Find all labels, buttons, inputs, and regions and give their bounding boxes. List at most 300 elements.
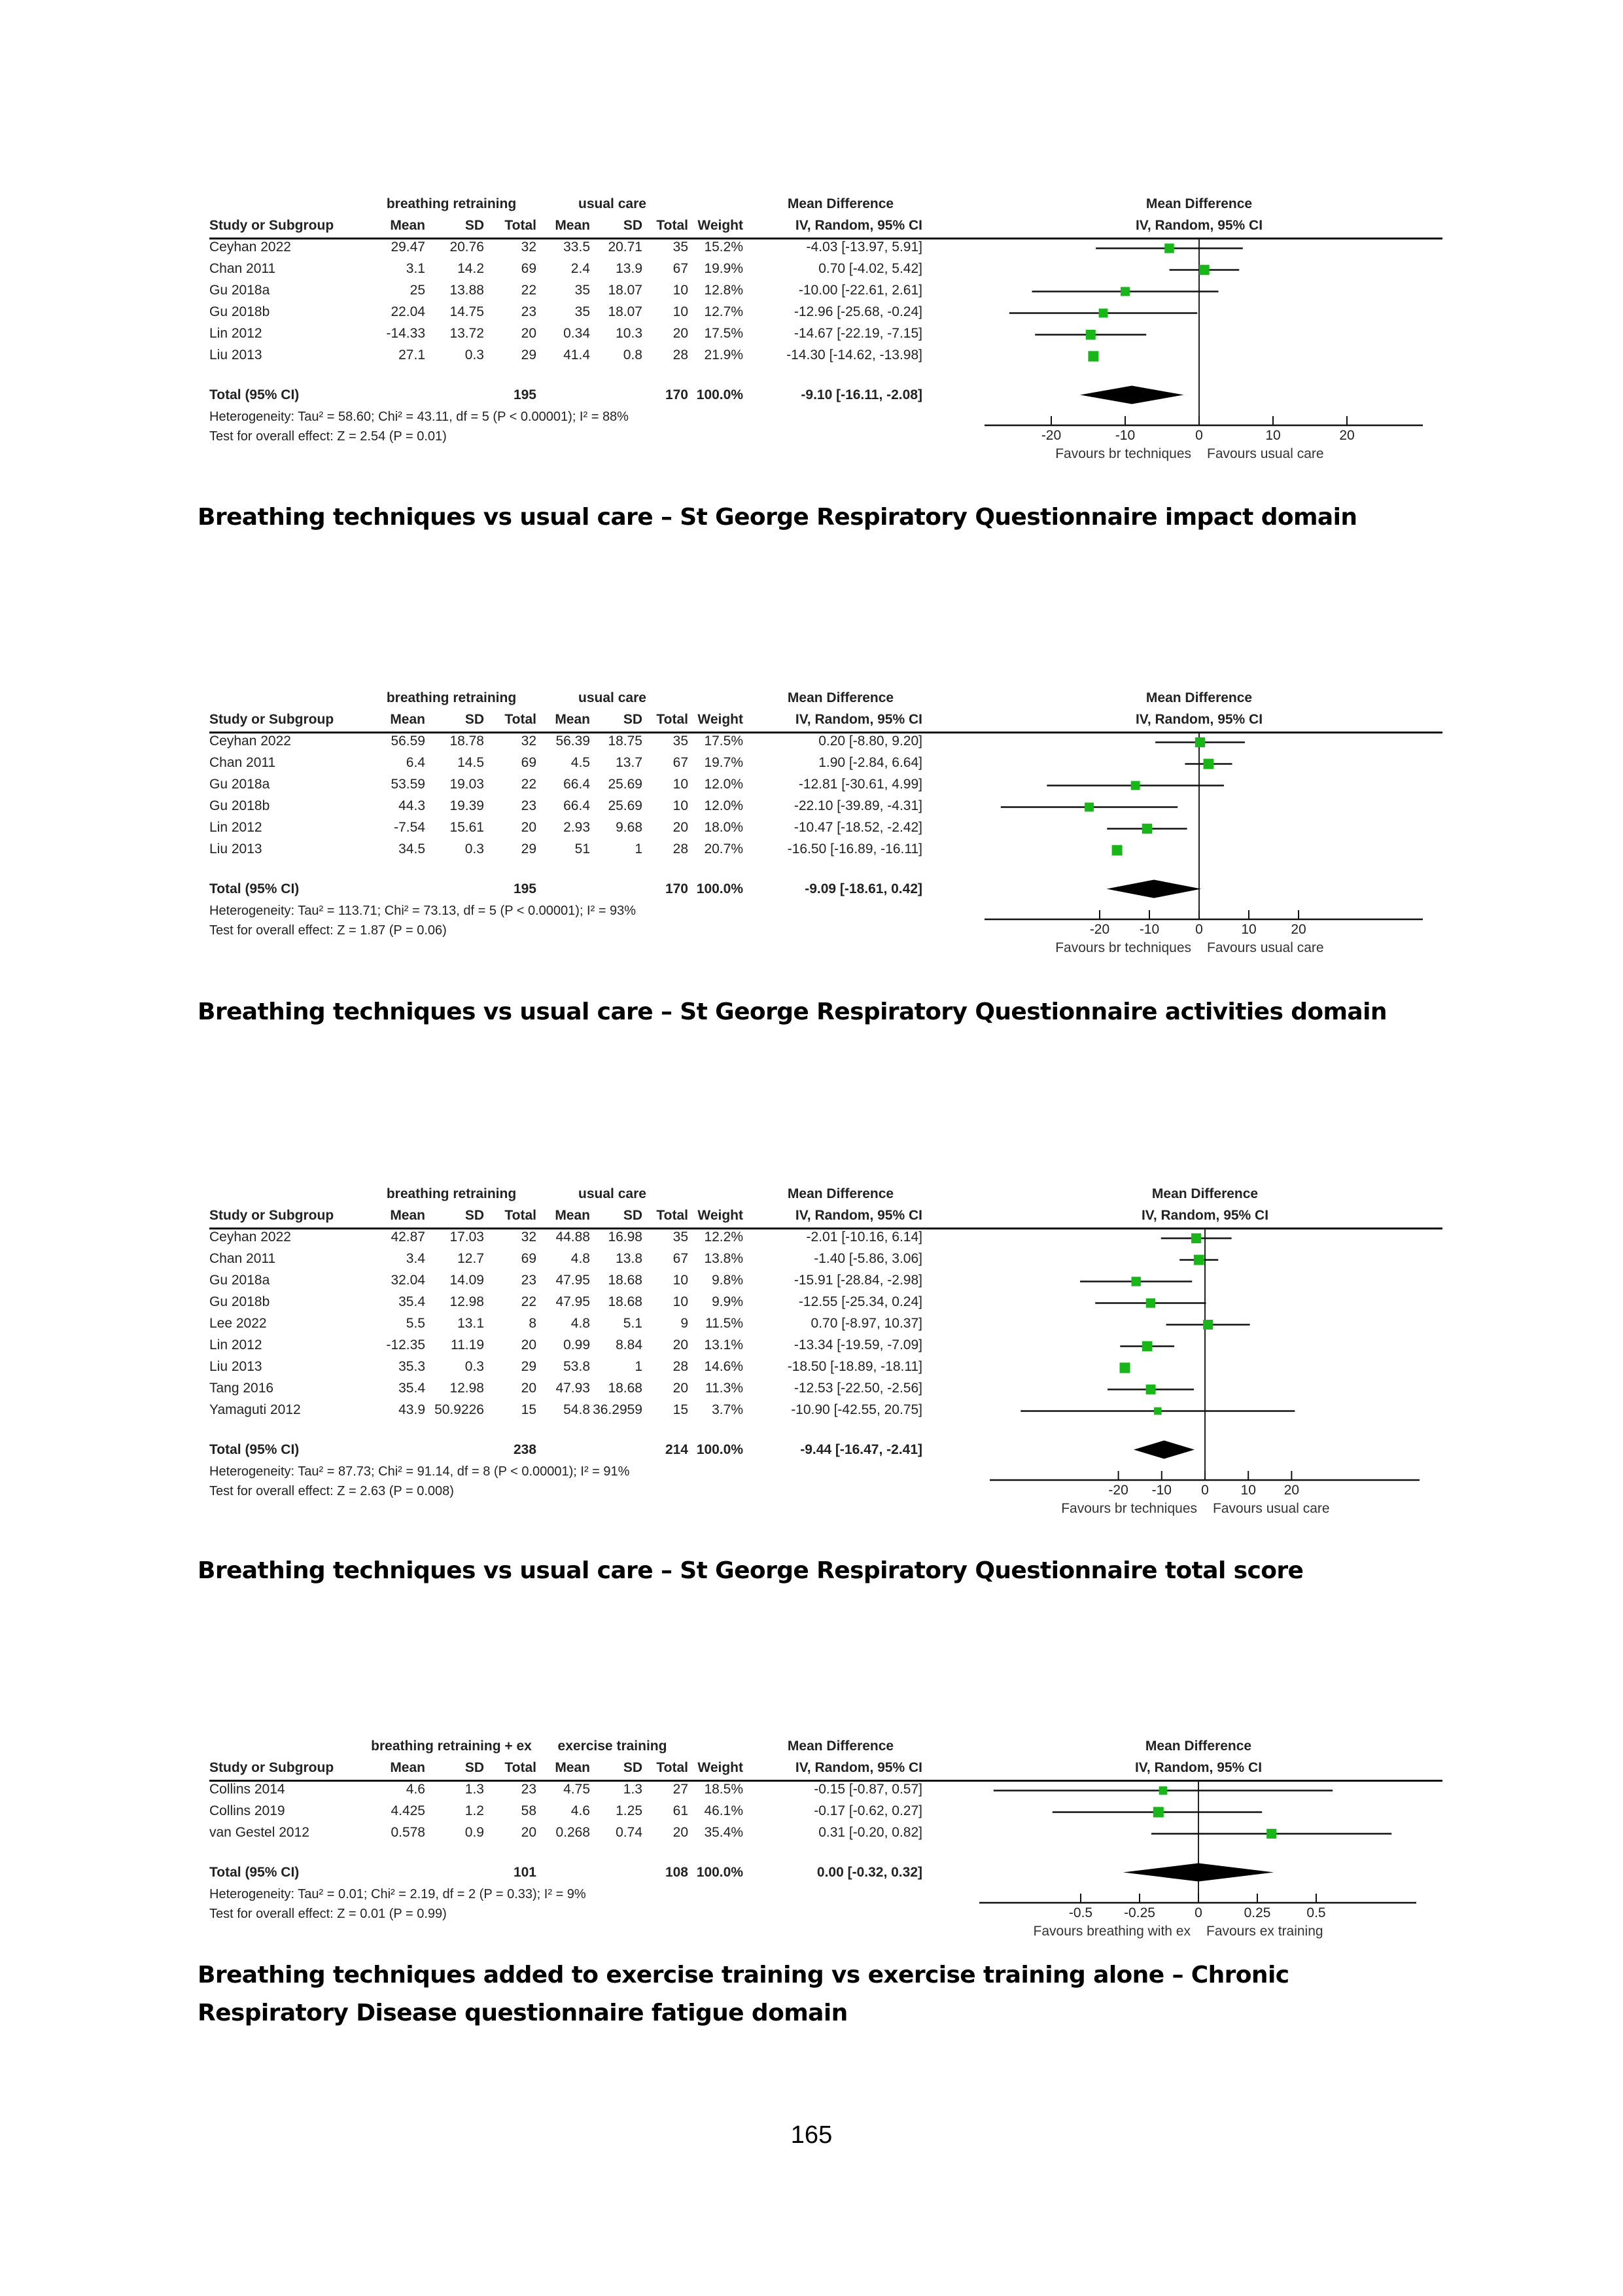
group2-sd: 25.69 bbox=[608, 798, 642, 813]
x-axis-tick-label: -20 bbox=[1089, 922, 1110, 937]
heterogeneity-text: Heterogeneity: Tau² = 0.01; Chi² = 2.19, df = 2 (P = 0.33); I² = 9% bbox=[209, 1887, 586, 1901]
study-effect-ci: -15.91 [-28.84, -2.98] bbox=[794, 1273, 922, 1288]
study-point-estimate bbox=[1164, 243, 1174, 253]
group1-sd: 0.3 bbox=[464, 1359, 484, 1374]
group2-mean: 4.6 bbox=[570, 1803, 590, 1818]
favours-right-label: Favours usual care bbox=[1207, 446, 1324, 461]
group2-sd: 13.8 bbox=[616, 1251, 642, 1266]
column-header: SD bbox=[464, 712, 484, 727]
group1-sd: 14.5 bbox=[457, 755, 484, 770]
study-effect-ci: -12.81 [-30.61, 4.99] bbox=[798, 777, 922, 792]
column-header: Total bbox=[656, 218, 688, 233]
total-weight: 100.0% bbox=[696, 1442, 743, 1457]
study-point-estimate bbox=[1154, 1407, 1162, 1415]
group2-sd: 18.07 bbox=[608, 283, 642, 298]
x-axis-tick-label: 10 bbox=[1241, 922, 1257, 937]
plot-header-method: IV, Random, 95% CI bbox=[1135, 218, 1263, 233]
group2-mean: 56.39 bbox=[555, 733, 590, 749]
study-name: Gu 2018a bbox=[209, 777, 270, 792]
group2-sd: 1 bbox=[635, 1359, 642, 1374]
study-point-estimate bbox=[1131, 781, 1140, 790]
group1-label: breathing retraining bbox=[386, 1186, 517, 1201]
page-number: 165 bbox=[790, 2121, 833, 2149]
study-weight: 3.7% bbox=[712, 1402, 743, 1417]
group2-total: 9 bbox=[680, 1316, 688, 1331]
study-weight: 19.9% bbox=[704, 261, 743, 276]
study-effect-ci: -0.15 [-0.87, 0.57] bbox=[814, 1782, 922, 1797]
group1-mean: 4.425 bbox=[391, 1803, 425, 1818]
group2-mean: 0.268 bbox=[555, 1825, 590, 1840]
total-group2-n: 170 bbox=[665, 387, 688, 402]
group1-total: 20 bbox=[521, 1337, 536, 1352]
total-label: Total (95% CI) bbox=[209, 1442, 300, 1457]
effect-header: Mean Difference bbox=[787, 1186, 894, 1201]
group2-mean: 47.93 bbox=[555, 1381, 590, 1396]
group2-sd: 9.68 bbox=[616, 820, 642, 835]
pooled-effect-diamond bbox=[1080, 386, 1184, 404]
group1-mean: 25 bbox=[410, 283, 425, 298]
group2-mean: 47.95 bbox=[555, 1294, 590, 1309]
plot-header-title: Mean Difference bbox=[1145, 1739, 1252, 1754]
group2-sd: 18.68 bbox=[608, 1294, 642, 1309]
study-name: Lin 2012 bbox=[209, 326, 262, 341]
group1-mean: -12.35 bbox=[386, 1337, 425, 1352]
group2-mean: 4.5 bbox=[570, 755, 590, 770]
group2-mean: 4.75 bbox=[563, 1782, 590, 1797]
group2-sd: 18.68 bbox=[608, 1381, 642, 1396]
study-effect-ci: -14.67 [-22.19, -7.15] bbox=[794, 326, 922, 341]
group2-mean: 0.99 bbox=[563, 1337, 590, 1352]
study-weight: 17.5% bbox=[704, 733, 743, 749]
study-name: Lin 2012 bbox=[209, 820, 262, 835]
column-header: Study or Subgroup bbox=[209, 1208, 334, 1223]
favours-right-label: Favours usual care bbox=[1213, 1501, 1330, 1516]
group2-mean: 66.4 bbox=[563, 798, 590, 813]
group1-total: 8 bbox=[529, 1316, 536, 1331]
column-header: Total bbox=[656, 712, 688, 727]
study-name: Lee 2022 bbox=[209, 1316, 267, 1331]
group2-total: 27 bbox=[672, 1782, 688, 1797]
column-header: Mean bbox=[555, 1208, 590, 1223]
group1-mean: -14.33 bbox=[386, 326, 425, 341]
group1-mean: 22.04 bbox=[391, 304, 425, 319]
study-weight: 18.5% bbox=[704, 1782, 743, 1797]
study-point-estimate bbox=[1204, 759, 1214, 769]
group2-total: 67 bbox=[672, 261, 688, 276]
study-point-estimate bbox=[1203, 1320, 1213, 1330]
study-name: van Gestel 2012 bbox=[209, 1825, 309, 1840]
group1-total: 29 bbox=[521, 1359, 536, 1374]
study-point-estimate bbox=[1121, 287, 1130, 296]
study-point-estimate bbox=[1131, 1277, 1140, 1286]
group2-sd: 25.69 bbox=[608, 777, 642, 792]
study-name: Liu 2013 bbox=[209, 1359, 262, 1374]
x-axis-tick-label: 20 bbox=[1283, 1483, 1300, 1498]
group2-mean: 2.93 bbox=[563, 820, 590, 835]
favours-right-label: Favours usual care bbox=[1207, 940, 1324, 955]
study-effect-ci: -18.50 [-18.89, -18.11] bbox=[787, 1359, 922, 1374]
group1-total: 20 bbox=[521, 820, 536, 835]
study-point-estimate bbox=[1195, 737, 1205, 747]
study-weight: 46.1% bbox=[704, 1803, 743, 1818]
group2-sd: 0.74 bbox=[616, 1825, 642, 1840]
group1-label: breathing retraining bbox=[386, 690, 517, 705]
total-effect-ci: -9.09 [-18.61, 0.42] bbox=[805, 881, 922, 896]
study-weight: 15.2% bbox=[704, 239, 743, 255]
column-header: Total bbox=[504, 712, 536, 727]
group1-mean: 42.87 bbox=[391, 1229, 425, 1245]
pooled-effect-diamond bbox=[1134, 1441, 1195, 1459]
group1-total: 15 bbox=[521, 1402, 536, 1417]
group2-total: 20 bbox=[672, 820, 688, 835]
study-name: Ceyhan 2022 bbox=[209, 733, 291, 749]
total-weight: 100.0% bbox=[696, 387, 743, 402]
study-point-estimate bbox=[1146, 1385, 1156, 1394]
group1-mean: 35.3 bbox=[398, 1359, 425, 1374]
study-weight: 9.8% bbox=[712, 1273, 743, 1288]
study-effect-ci: -14.30 [-14.62, -13.98] bbox=[786, 347, 922, 362]
group1-total: 32 bbox=[521, 733, 536, 749]
column-header: SD bbox=[623, 712, 642, 727]
x-axis-tick-label: 10 bbox=[1240, 1483, 1256, 1498]
total-label: Total (95% CI) bbox=[209, 1865, 300, 1880]
column-header: IV, Random, 95% CI bbox=[795, 712, 922, 727]
column-header: Mean bbox=[555, 712, 590, 727]
study-weight: 12.7% bbox=[704, 304, 743, 319]
group1-sd: 1.2 bbox=[464, 1803, 484, 1818]
total-label: Total (95% CI) bbox=[209, 881, 300, 896]
study-effect-ci: 1.90 [-2.84, 6.64] bbox=[818, 755, 922, 770]
favours-left-label: Favours br techniques bbox=[1055, 940, 1191, 955]
group2-sd: 36.2959 bbox=[593, 1402, 642, 1417]
column-header: IV, Random, 95% CI bbox=[795, 1760, 922, 1775]
group2-total: 20 bbox=[672, 1825, 688, 1840]
group1-mean: 34.5 bbox=[398, 841, 425, 857]
total-group1-n: 238 bbox=[513, 1442, 536, 1457]
group1-mean: 29.47 bbox=[391, 239, 425, 255]
study-effect-ci: -4.03 [-13.97, 5.91] bbox=[806, 239, 922, 255]
x-axis-tick-label: -10 bbox=[1151, 1483, 1172, 1498]
group2-mean: 33.5 bbox=[563, 239, 590, 255]
x-axis-tick-label: -10 bbox=[1139, 922, 1160, 937]
favours-left-label: Favours br techniques bbox=[1061, 1501, 1197, 1516]
column-header: Mean bbox=[390, 218, 425, 233]
column-header: Weight bbox=[697, 1760, 743, 1775]
group1-label: breathing retraining bbox=[386, 196, 517, 211]
study-name: Liu 2013 bbox=[209, 347, 262, 362]
column-header: IV, Random, 95% CI bbox=[795, 218, 922, 233]
column-header: Mean bbox=[555, 1760, 590, 1775]
favours-left-label: Favours br techniques bbox=[1055, 446, 1191, 461]
group2-sd: 5.1 bbox=[623, 1316, 642, 1331]
study-effect-ci: -1.40 [-5.86, 3.06] bbox=[814, 1251, 922, 1266]
group2-total: 28 bbox=[672, 841, 688, 857]
column-header: SD bbox=[623, 218, 642, 233]
plot-header-title: Mean Difference bbox=[1145, 196, 1253, 211]
study-point-estimate bbox=[1088, 351, 1098, 362]
study-effect-ci: -13.34 [-19.59, -7.09] bbox=[794, 1337, 922, 1352]
group1-sd: 20.76 bbox=[449, 239, 484, 255]
group1-total: 29 bbox=[521, 841, 536, 857]
study-effect-ci: 0.20 [-8.80, 9.20] bbox=[818, 733, 922, 749]
overall-effect-text: Test for overall effect: Z = 0.01 (P = 0.99) bbox=[209, 1907, 447, 1921]
study-weight: 19.7% bbox=[704, 755, 743, 770]
plot-header-method: IV, Random, 95% CI bbox=[1134, 1760, 1263, 1775]
study-point-estimate bbox=[1266, 1829, 1276, 1839]
study-effect-ci: -0.17 [-0.62, 0.27] bbox=[814, 1803, 922, 1818]
group2-mean: 66.4 bbox=[563, 777, 590, 792]
x-axis-tick-label: 20 bbox=[1339, 428, 1355, 443]
total-effect-ci: -9.44 [-16.47, -2.41] bbox=[800, 1442, 922, 1457]
study-point-estimate bbox=[1153, 1807, 1164, 1818]
study-effect-ci: -12.55 [-25.34, 0.24] bbox=[798, 1294, 922, 1309]
heterogeneity-text: Heterogeneity: Tau² = 87.73; Chi² = 91.14, df = 8 (P < 0.00001); I² = 91% bbox=[209, 1464, 630, 1479]
total-group1-n: 101 bbox=[513, 1865, 536, 1880]
column-header: Mean bbox=[390, 1208, 425, 1223]
study-name: Ceyhan 2022 bbox=[209, 239, 291, 255]
column-header: Weight bbox=[697, 218, 743, 233]
study-name: Gu 2018a bbox=[209, 283, 270, 298]
overall-effect-text: Test for overall effect: Z = 2.54 (P = 0.01) bbox=[209, 429, 447, 444]
forest-plot-svg bbox=[196, 1735, 1439, 1955]
group1-mean: 32.04 bbox=[391, 1273, 425, 1288]
column-header: SD bbox=[464, 218, 484, 233]
group2-total: 10 bbox=[672, 283, 688, 298]
study-weight: 12.0% bbox=[704, 798, 743, 813]
study-effect-ci: 0.70 [-4.02, 5.42] bbox=[818, 261, 922, 276]
study-name: Ceyhan 2022 bbox=[209, 1229, 291, 1245]
column-header: Total bbox=[656, 1208, 688, 1223]
group2-sd: 1 bbox=[635, 841, 642, 857]
group2-total: 20 bbox=[672, 1337, 688, 1352]
study-effect-ci: -10.90 [-42.55, 20.75] bbox=[791, 1402, 922, 1417]
group1-mean: -7.54 bbox=[394, 820, 425, 835]
total-label: Total (95% CI) bbox=[209, 387, 300, 402]
group1-sd: 13.1 bbox=[457, 1316, 484, 1331]
forest-plot-svg bbox=[196, 193, 1439, 478]
x-axis-tick-label: -0.25 bbox=[1124, 1905, 1155, 1920]
group1-sd: 13.88 bbox=[449, 283, 484, 298]
group2-total: 10 bbox=[672, 1294, 688, 1309]
column-header: Weight bbox=[697, 712, 743, 727]
group1-sd: 11.19 bbox=[451, 1337, 484, 1352]
group1-total: 32 bbox=[521, 239, 536, 255]
group2-total: 61 bbox=[672, 1803, 688, 1818]
column-header: Total bbox=[504, 1208, 536, 1223]
group2-mean: 0.34 bbox=[563, 326, 590, 341]
group1-sd: 50.9226 bbox=[434, 1402, 484, 1417]
heterogeneity-text: Heterogeneity: Tau² = 113.71; Chi² = 73.13, df = 5 (P < 0.00001); I² = 93% bbox=[209, 904, 637, 918]
column-header: Mean bbox=[390, 712, 425, 727]
group2-sd: 16.98 bbox=[608, 1229, 642, 1245]
group1-total: 69 bbox=[521, 261, 536, 276]
group1-mean: 5.5 bbox=[406, 1316, 425, 1331]
study-effect-ci: -10.00 [-22.61, 2.61] bbox=[798, 283, 922, 298]
effect-header: Mean Difference bbox=[787, 196, 894, 211]
group1-mean: 56.59 bbox=[391, 733, 425, 749]
study-point-estimate bbox=[1086, 330, 1096, 340]
group2-total: 35 bbox=[672, 1229, 688, 1245]
study-weight: 21.9% bbox=[704, 347, 743, 362]
study-weight: 9.9% bbox=[712, 1294, 743, 1309]
column-header: SD bbox=[464, 1208, 484, 1223]
plot-header-method: IV, Random, 95% CI bbox=[1135, 712, 1263, 727]
study-weight: 13.1% bbox=[704, 1337, 743, 1352]
group1-mean: 35.4 bbox=[398, 1381, 425, 1396]
column-header: SD bbox=[464, 1760, 484, 1775]
x-axis-tick-label: 0 bbox=[1201, 1483, 1209, 1498]
study-name: Liu 2013 bbox=[209, 841, 262, 857]
study-effect-ci: -22.10 [-39.89, -4.31] bbox=[794, 798, 922, 813]
total-effect-ci: -9.10 [-16.11, -2.08] bbox=[801, 387, 922, 402]
study-name: Yamaguti 2012 bbox=[209, 1402, 301, 1417]
group1-mean: 43.9 bbox=[398, 1402, 425, 1417]
study-name: Gu 2018b bbox=[209, 304, 270, 319]
group2-mean: 4.8 bbox=[570, 1251, 590, 1266]
group1-sd: 1.3 bbox=[464, 1782, 484, 1797]
group1-total: 23 bbox=[521, 798, 536, 813]
group1-sd: 13.72 bbox=[449, 326, 484, 341]
total-group2-n: 170 bbox=[665, 881, 688, 896]
study-name: Collins 2019 bbox=[209, 1803, 285, 1818]
study-name: Gu 2018a bbox=[209, 1273, 270, 1288]
column-header: Total bbox=[504, 218, 536, 233]
group1-total: 29 bbox=[521, 347, 536, 362]
total-weight: 100.0% bbox=[696, 881, 743, 896]
group1-total: 23 bbox=[521, 1782, 536, 1797]
group2-total: 67 bbox=[672, 755, 688, 770]
study-name: Chan 2011 bbox=[209, 755, 276, 770]
group1-sd: 0.3 bbox=[464, 841, 484, 857]
pooled-effect-diamond bbox=[1107, 880, 1202, 898]
group2-mean: 41.4 bbox=[563, 347, 590, 362]
total-weight: 100.0% bbox=[696, 1865, 743, 1880]
group1-total: 20 bbox=[521, 1381, 536, 1396]
x-axis-tick-label: 0.5 bbox=[1306, 1905, 1326, 1920]
study-name: Chan 2011 bbox=[209, 261, 276, 276]
plot-header-title: Mean Difference bbox=[1151, 1186, 1259, 1201]
study-effect-ci: -2.01 [-10.16, 6.14] bbox=[806, 1229, 922, 1245]
group1-sd: 19.03 bbox=[449, 777, 484, 792]
study-effect-ci: -12.53 [-22.50, -2.56] bbox=[794, 1381, 922, 1396]
study-name: Gu 2018b bbox=[209, 798, 270, 813]
group2-total: 10 bbox=[672, 1273, 688, 1288]
group1-total: 69 bbox=[521, 755, 536, 770]
group2-sd: 13.9 bbox=[616, 261, 642, 276]
study-weight: 12.0% bbox=[704, 777, 743, 792]
study-weight: 13.8% bbox=[704, 1251, 743, 1266]
study-weight: 18.0% bbox=[704, 820, 743, 835]
group1-sd: 12.98 bbox=[449, 1381, 484, 1396]
column-header: IV, Random, 95% CI bbox=[795, 1208, 922, 1223]
group2-mean: 54.8 bbox=[563, 1402, 590, 1417]
group1-sd: 12.98 bbox=[449, 1294, 484, 1309]
group1-sd: 18.78 bbox=[449, 733, 484, 749]
column-header: SD bbox=[623, 1760, 642, 1775]
x-axis-tick-label: 0 bbox=[1195, 1905, 1202, 1920]
group2-sd: 1.25 bbox=[616, 1803, 642, 1818]
study-point-estimate bbox=[1146, 1298, 1155, 1307]
study-weight: 14.6% bbox=[704, 1359, 743, 1374]
group2-total: 67 bbox=[672, 1251, 688, 1266]
group2-label: exercise training bbox=[557, 1739, 667, 1754]
group1-sd: 19.39 bbox=[449, 798, 484, 813]
figure-caption-sgrq-activities: Breathing techniques vs usual care – St George Respiratory Questionnaire activities domain bbox=[198, 998, 1387, 1025]
group1-total: 69 bbox=[521, 1251, 536, 1266]
group2-total: 10 bbox=[672, 798, 688, 813]
group1-mean: 53.59 bbox=[391, 777, 425, 792]
column-header: Mean bbox=[555, 218, 590, 233]
column-header: Mean bbox=[390, 1760, 425, 1775]
group2-sd: 18.68 bbox=[608, 1273, 642, 1288]
group1-total: 20 bbox=[521, 1825, 536, 1840]
pooled-effect-diamond bbox=[1123, 1863, 1274, 1882]
study-effect-ci: -16.50 [-16.89, -16.11] bbox=[787, 841, 922, 857]
plot-header-title: Mean Difference bbox=[1145, 690, 1253, 705]
study-weight: 11.3% bbox=[705, 1381, 743, 1396]
effect-header: Mean Difference bbox=[787, 690, 894, 705]
group2-sd: 1.3 bbox=[623, 1782, 642, 1797]
column-header: Study or Subgroup bbox=[209, 1760, 334, 1775]
study-weight: 20.7% bbox=[704, 841, 743, 857]
study-point-estimate bbox=[1120, 1363, 1130, 1373]
study-point-estimate bbox=[1085, 803, 1094, 812]
study-point-estimate bbox=[1199, 265, 1210, 275]
total-group2-n: 108 bbox=[665, 1865, 688, 1880]
figure-caption-sgrq-total: Breathing techniques vs usual care – St George Respiratory Questionnaire total score bbox=[198, 1557, 1304, 1584]
column-header: Study or Subgroup bbox=[209, 712, 334, 727]
total-group1-n: 195 bbox=[513, 387, 536, 402]
total-group1-n: 195 bbox=[513, 881, 536, 896]
study-name: Lin 2012 bbox=[209, 1337, 262, 1352]
heterogeneity-text: Heterogeneity: Tau² = 58.60; Chi² = 43.11, df = 5 (P < 0.00001); I² = 88% bbox=[209, 410, 629, 424]
group1-mean: 27.1 bbox=[398, 347, 425, 362]
group1-total: 22 bbox=[521, 1294, 536, 1309]
forest-plot-svg bbox=[196, 687, 1439, 972]
figure-caption-crq-fatigue: Breathing techniques added to exercise training vs exercise training alone – Chronic Respiratory Disease questionnaire fatigue domain bbox=[198, 1962, 1289, 2026]
group2-mean: 35 bbox=[574, 283, 590, 298]
x-axis-tick-label: -20 bbox=[1108, 1483, 1128, 1498]
column-header: Weight bbox=[697, 1208, 743, 1223]
column-header: SD bbox=[623, 1208, 642, 1223]
group1-mean: 44.3 bbox=[398, 798, 425, 813]
group2-mean: 53.8 bbox=[563, 1359, 590, 1374]
group1-mean: 0.578 bbox=[391, 1825, 425, 1840]
group2-total: 28 bbox=[672, 1359, 688, 1374]
group1-sd: 0.9 bbox=[464, 1825, 484, 1840]
x-axis-tick-label: 0 bbox=[1195, 922, 1203, 937]
group1-mean: 3.4 bbox=[406, 1251, 425, 1266]
study-weight: 12.2% bbox=[704, 1229, 743, 1245]
group1-sd: 14.09 bbox=[449, 1273, 484, 1288]
group2-label: usual care bbox=[578, 1186, 646, 1201]
group1-total: 58 bbox=[521, 1803, 536, 1818]
group2-sd: 10.3 bbox=[616, 326, 642, 341]
study-point-estimate bbox=[1099, 309, 1108, 318]
group2-total: 20 bbox=[672, 1381, 688, 1396]
group1-total: 22 bbox=[521, 777, 536, 792]
group1-sd: 12.7 bbox=[457, 1251, 484, 1266]
group1-total: 32 bbox=[521, 1229, 536, 1245]
plot-header-method: IV, Random, 95% CI bbox=[1141, 1208, 1269, 1223]
study-point-estimate bbox=[1142, 1341, 1153, 1352]
group1-total: 23 bbox=[521, 1273, 536, 1288]
group2-sd: 0.8 bbox=[623, 347, 642, 362]
total-effect-ci: 0.00 [-0.32, 0.32] bbox=[816, 1865, 922, 1880]
overall-effect-text: Test for overall effect: Z = 2.63 (P = 0.008) bbox=[209, 1484, 454, 1498]
x-axis-tick-label: 0.25 bbox=[1244, 1905, 1271, 1920]
group2-mean: 47.95 bbox=[555, 1273, 590, 1288]
